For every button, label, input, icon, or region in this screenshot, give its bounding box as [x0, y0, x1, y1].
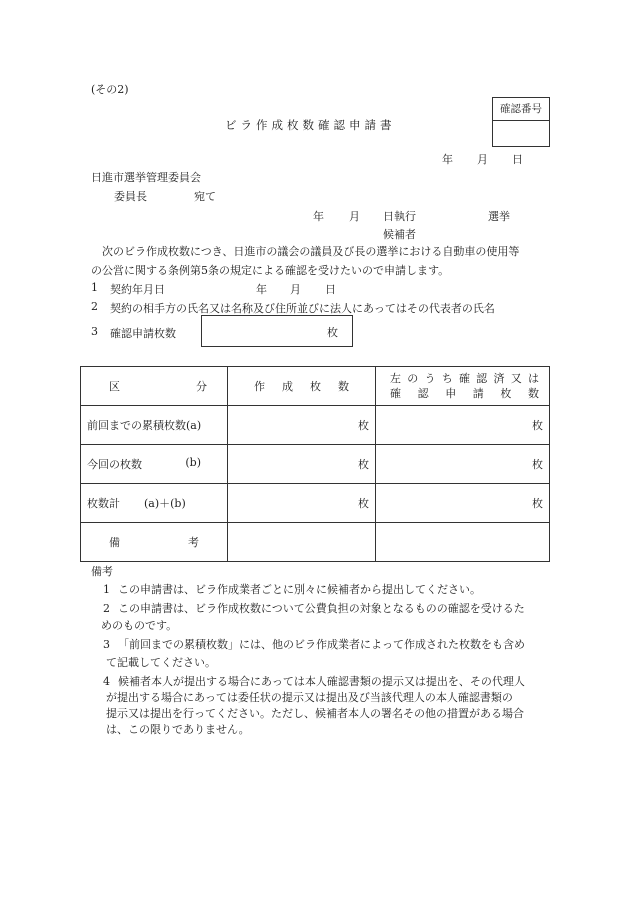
item-1-month: 月 — [290, 283, 301, 296]
confirmation-number-box — [492, 97, 550, 147]
note-2-number: 2 — [103, 602, 110, 615]
note-3-number: 3 — [103, 638, 110, 651]
note-4-line: が提出する場合にあっては委任状の提示又は提出及び当該代理人の本人確認書類の — [106, 691, 513, 704]
item-1-number: 1 — [91, 281, 98, 294]
remarks-cell[interactable] — [228, 523, 376, 562]
date-month: 月 — [477, 153, 488, 166]
row-count-unit[interactable]: 枚 — [228, 445, 376, 484]
table-row-remarks — [81, 523, 550, 562]
intro-line-1: 次のビラ作成枚数につき、日進市の議会の議員及び長の選挙における自動車の使用等 — [102, 245, 520, 258]
note-4-line: は、この限りでありません。 — [106, 723, 250, 736]
requested-count-box[interactable] — [201, 315, 353, 347]
addressee-org: 日進市選挙管理委員会 — [91, 171, 201, 184]
row-label: 枚数計 (a)＋(b) — [81, 484, 228, 523]
note-3-line: て記載してください。 — [106, 656, 216, 669]
document-title: ビラ作成枚数確認申請書 — [225, 118, 396, 132]
item-3-number: 3 — [91, 325, 98, 338]
note-1-line: この申請書は、ビラ作成業者ごとに別々に候補者から提出してください。 — [118, 583, 481, 596]
table-row — [81, 484, 550, 523]
row-confirmed-unit[interactable]: 枚 — [376, 406, 550, 445]
row-confirmed-unit[interactable]: 枚 — [376, 484, 550, 523]
intro-line-2: の公営に関する条例第5条の規定による確認を受けたいので申請します。 — [91, 264, 450, 277]
note-4-line: 提示又は提出を行ってください。ただし、候補者本人の署名その他の措置がある場合 — [106, 707, 524, 720]
date-year: 年 — [442, 153, 453, 166]
addressee-to: 宛て — [194, 190, 216, 203]
item-1-year: 年 — [256, 283, 267, 296]
item-1-day: 日 — [325, 283, 336, 296]
item-3-label: 確認申請枚数 — [110, 327, 176, 340]
election-day: 日執行 — [383, 210, 416, 223]
date-day: 日 — [512, 153, 523, 166]
note-4-line: 候補者本人が提出する場合にあっては本人確認書類の提示又は提出を、その代理人 — [118, 675, 525, 688]
candidate-label: 候補者 — [383, 228, 416, 241]
item-2-number: 2 — [91, 300, 98, 313]
form-number: (その2) — [91, 83, 129, 96]
row-label: 今回の枚数 (b) — [81, 445, 228, 484]
row-count-unit[interactable]: 枚 — [228, 406, 376, 445]
header-kubun: 区 分 — [81, 367, 228, 406]
row-confirmed-unit[interactable]: 枚 — [376, 445, 550, 484]
table-row — [81, 406, 550, 445]
requested-count-unit: 枚 — [327, 326, 338, 339]
election-name: 選挙 — [488, 210, 510, 223]
item-1-label: 契約年月日 — [110, 283, 165, 296]
note-2-line: めのものです。 — [101, 619, 178, 632]
header-sakusei: 作 成 枚 数 — [228, 367, 376, 406]
note-2-line: この申請書は、ビラ作成枚数について公費負担の対象となるものの確認を受けるた — [118, 602, 525, 615]
remarks-label: 備 考 — [81, 523, 228, 562]
note-4-number: 4 — [103, 675, 110, 688]
note-1-number: 1 — [103, 583, 110, 596]
confirmation-number-label: 確認番号 — [493, 98, 549, 121]
item-2-label: 契約の相手方の氏名又は名称及び住所並びに法人にあってはその代表者の氏名 — [110, 302, 495, 315]
addressee-chair: 委員長 — [114, 190, 147, 203]
election-year: 年 — [313, 210, 324, 223]
notes-title: 備考 — [91, 565, 113, 578]
election-month: 月 — [349, 210, 360, 223]
count-table — [80, 366, 550, 562]
remarks-cell[interactable] — [376, 523, 550, 562]
header-confirmed: 左 の う ち 確 認 済 又 は 確 認 申 請 枚 数 — [376, 367, 550, 406]
row-label: 前回までの累積枚数(a) — [81, 406, 228, 445]
row-count-unit[interactable]: 枚 — [228, 484, 376, 523]
table-header-row — [81, 367, 550, 406]
note-3-line: 「前回までの累積枚数」には、他のビラ作成業者によって作成された枚数をも含め — [118, 638, 525, 651]
table-row — [81, 445, 550, 484]
